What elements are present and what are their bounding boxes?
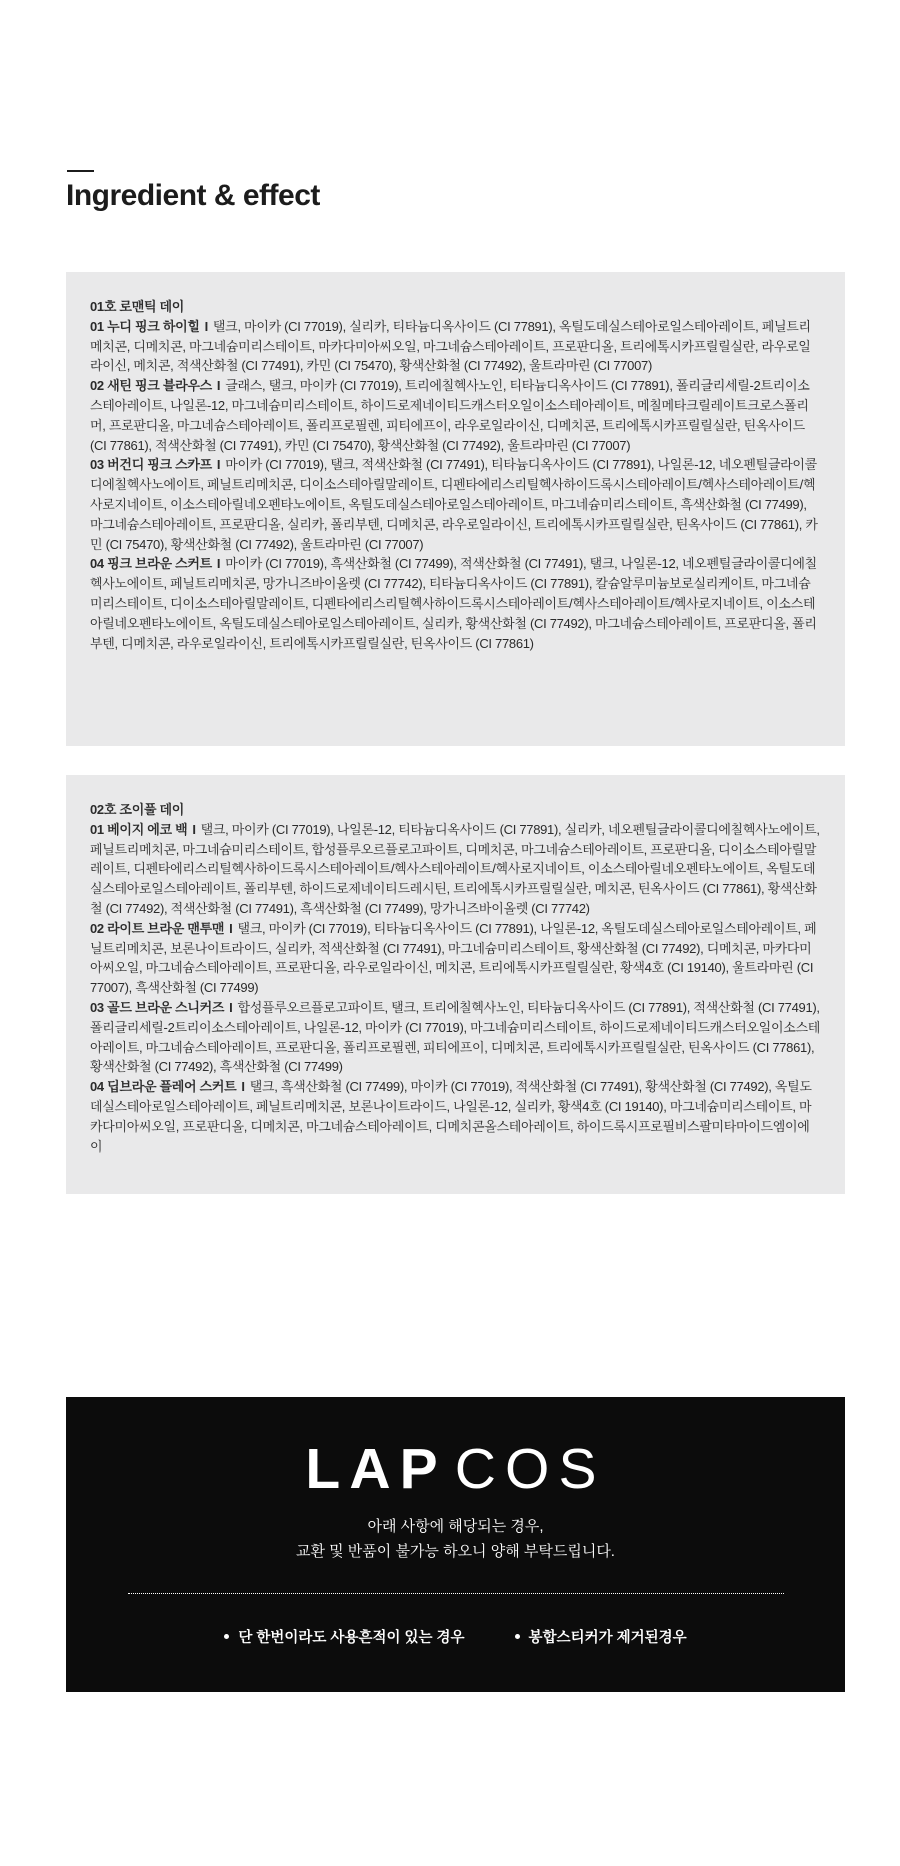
- name-separator: I: [216, 556, 221, 572]
- bullet-dot-icon: [515, 1634, 520, 1639]
- bullet-item: [515, 1626, 687, 1647]
- product-heading: 01호 로맨틱 데이: [90, 299, 185, 314]
- notice-bullets: [66, 1626, 845, 1647]
- ingredient-item: [90, 1077, 821, 1156]
- notice-text: [66, 1514, 845, 1564]
- name-separator: I: [192, 821, 196, 837]
- ingredient-item: [90, 317, 821, 376]
- ingredient-list: 탤크, 마이카 (CI 77019), 실리카, 티타늄디옥사이드 (CI 77891), 옥틸도데실스테아로일스테아레이트, 페닐트리메치콘, 디메치콘, 마그네슘미리스테이트, 마카다미아씨오일, 마그네슘스테아레이트, 프로판디올, 트리에톡시카프릴릴실란, 라우로일라이신, 메치콘, 적색산화철 (CI 77491), 카민 (CI 75470), 황색산화철 (CI 77492), 울트라마린 (CI 77007): [90, 318, 811, 374]
- brand-logo-cos: COS: [454, 1437, 606, 1501]
- notice-line-1: 아래 사항에 해당되는 경우,: [367, 1518, 544, 1535]
- ingredient-list: 탤크, 흑색산화철 (CI 77499), 마이카 (CI 77019), 적색산화철 (CI 77491), 황색산화철 (CI 77492), 옥틸도데실스테아로일스테아레이트, 페닐트리메치콘, 보론나이트라이드, 나일론-12, 실리카, 황색4호 (CI 19140), 마그네슘미리스테이트, 마카다미아씨오일, 프로판디올, 디메치콘, 마그네슘스테아레이트, 디메치콘올스테아레이트, 하이드록시프로필비스팔미타마이드엠이에이: [90, 1079, 812, 1154]
- ingredient-list: 마이카 (CI 77019), 흑색산화철 (CI 77499), 적색산화철 (CI 77491), 탤크, 나일론-12, 네오펜틸글라이콜디에칠헥사노에이트, 페닐트리메치콘, 망가니즈바이올렛 (CI 77742), 티타늄디옥사이드 (CI 77891), 칼슘알루미늄보로실리케이트, 마그네슘미리스테이트, 디이소스테아릴말레이트, 디펜타에리스리틸헥사하이드록시스테아레이트/헥사스테아레이트/헥사로지네이트, 이소스테아릴네오펜타노에이트, 옥틸도데실스테아로일스테아레이트, 실리카, 황색산화철 (CI 77492), 마그네슘스테아레이트, 프로판디올, 폴리부텐, 디메치콘, 라우로일라이신, 트리에톡시카프릴릴실란, 틴옥사이드 (CI 77861): [90, 556, 817, 651]
- bullet-item: [224, 1626, 464, 1647]
- ingredient-box-02: [66, 775, 845, 1194]
- bullet-label: 단 한번이라도 사용흔적이 있는 경우: [238, 1630, 465, 1646]
- name-separator: I: [229, 920, 233, 936]
- bullet-label: 봉합스티커가 제거된경우: [528, 1630, 687, 1646]
- name-separator: I: [241, 1079, 245, 1095]
- ingredient-box-01: [66, 272, 845, 746]
- ingredient-item: [90, 554, 821, 653]
- ingredient-item: [90, 998, 821, 1077]
- page-title: Ingredient & effect: [66, 179, 320, 212]
- title-accent-line: [67, 170, 94, 172]
- ingredient-list: 합성플루오르플로고파이트, 탤크, 트리에칠헥사노인, 티타늄디옥사이드 (CI 77891), 적색산화철 (CI 77491), 폴리글리세릴-2트리이소스테아레이트, 나일론-12, 마이카 (CI 77019), 마그네슘미리스테이트, 하이드로제네이티드캐스터오일이소스테아레이트, 마그네슘스테아레이트, 프로판디올, 폴리프로필렌, 피티에프이, 디메치콘, 트리에톡시카프릴릴실란, 틴옥사이드 (CI 77861), 황색산화철 (CI 77492), 흑색산화철 (CI 77499): [90, 999, 820, 1075]
- shade-name: 04 딥브라운 플레어 스커트: [90, 1079, 237, 1095]
- ingredient-item: [90, 820, 821, 919]
- ingredient-item: [90, 455, 821, 554]
- bullet-dot-icon: [224, 1634, 229, 1639]
- name-separator: I: [204, 318, 208, 334]
- ingredient-item: [90, 376, 821, 455]
- name-separator: I: [216, 378, 221, 394]
- brand-logo: [66, 1437, 845, 1501]
- shade-name: 02 새틴 핑크 블라우스: [90, 378, 212, 394]
- notice-panel: [66, 1397, 845, 1692]
- shade-name: 03 버건디 핑크 스카프: [90, 457, 212, 473]
- ingredient-list: 글래스, 탤크, 마이카 (CI 77019), 트리에칠헥사노인, 티타늄디옥사이드 (CI 77891), 폴리글리세릴-2트리이소스테아레이트, 나일론-12, 마그네슘미리스테이트, 하이드로제네이티드캐스터오일이소스테아레이트, 메칠메타크릴레이트크로스폴리머, 프로판디올, 마그네슘스테아레이트, 폴리프로필렌, 피티에프이, 라우로일라이신, 디메치콘, 트리에톡시카프릴릴실란, 틴옥사이드 (CI 77861), 적색산화철 (CI 77491), 카민 (CI 75470), 황색산화철 (CI 77492), 울트라마린 (CI 77007): [90, 378, 810, 453]
- brand-logo-lap: LAP: [305, 1437, 447, 1501]
- ingredient-list: 마이카 (CI 77019), 탤크, 적색산화철 (CI 77491), 티타늄디옥사이드 (CI 77891), 나일론-12, 네오펜틸글라이콜디에칠헥사노에이트, 페닐트리메치콘, 디이소스테아릴말레이트, 디펜타에리스리틸헥사하이드록시스테아레이트/헥사스테아레이트/헥사로지네이트, 이소스테아릴네오펜타노에이트, 옥틸도데실스테아로일스테아레이트, 마그네슘미리스테이트, 흑색산화철 (CI 77499), 마그네슘스테아레이트, 프로판디올, 실리카, 폴리부텐, 디메치콘, 라우로일라이신, 트리에톡시카프릴릴실란, 틴옥사이드 (CI 77861), 카민 (CI 75470), 황색산화철 (CI 77492), 울트라마린 (CI 77007): [90, 457, 818, 552]
- name-separator: I: [216, 457, 221, 473]
- ingredient-list: 탤크, 마이카 (CI 77019), 나일론-12, 티타늄디옥사이드 (CI 77891), 실리카, 네오펜틸글라이콜디에칠헥사노에이트, 페닐트리메치콘, 마그네슘미리스테이트, 합성플루오르플로고파이트, 디메치콘, 마그네슘스테아레이트, 프로판디올, 디이소스테아릴말레이트, 디펜타에리스리틸헥사하이드록시스테아레이트/헥사스테아레이트/헥사로지네이트, 이소스테아릴네오펜타노에이트, 옥틸도데실스테아로일스테아레이트, 폴리부텐, 하이드로제네이티드레시틴, 트리에톡시카프릴릴실란, 메치콘, 틴옥사이드 (CI 77861), 황색산화철 (CI 77492), 적색산화철 (CI 77491), 흑색산화철 (CI 77499), 망가니즈바이올렛 (CI 77742): [90, 821, 820, 916]
- shade-name: 01 베이지 에코 백: [90, 821, 188, 837]
- shade-name: 04 핑크 브라운 스커트: [90, 556, 212, 572]
- name-separator: I: [229, 999, 233, 1015]
- notice-line-2: 교환 및 반품이 불가능 하오니 양해 부탁드립니다.: [296, 1543, 615, 1560]
- shade-name: 02 라이트 브라운 맨투맨: [90, 920, 225, 936]
- shade-name: 01 누디 핑크 하이힐: [90, 318, 200, 334]
- ingredient-list: 탤크, 마이카 (CI 77019), 티타늄디옥사이드 (CI 77891), 나일론-12, 옥틸도데실스테아로일스테아레이트, 페닐트리메치콘, 보론나이트라이드, 실리카, 적색산화철 (CI 77491), 마그네슘미리스테이트, 황색산화철 (CI 77492), 디메치콘, 마카다미아씨오일, 마그네슘스테아레이트, 프로판디올, 라우로일라이신, 메치콘, 트리에톡시카프릴릴실란, 황색4호 (CI 19140), 울트라마린 (CI 77007), 흑색산화철 (CI 77499): [90, 920, 817, 996]
- dotted-divider: [128, 1593, 784, 1594]
- product-heading: 02호 조이풀 데이: [90, 802, 185, 817]
- ingredient-item: [90, 919, 821, 998]
- shade-name: 03 골드 브라운 스니커즈: [90, 999, 225, 1015]
